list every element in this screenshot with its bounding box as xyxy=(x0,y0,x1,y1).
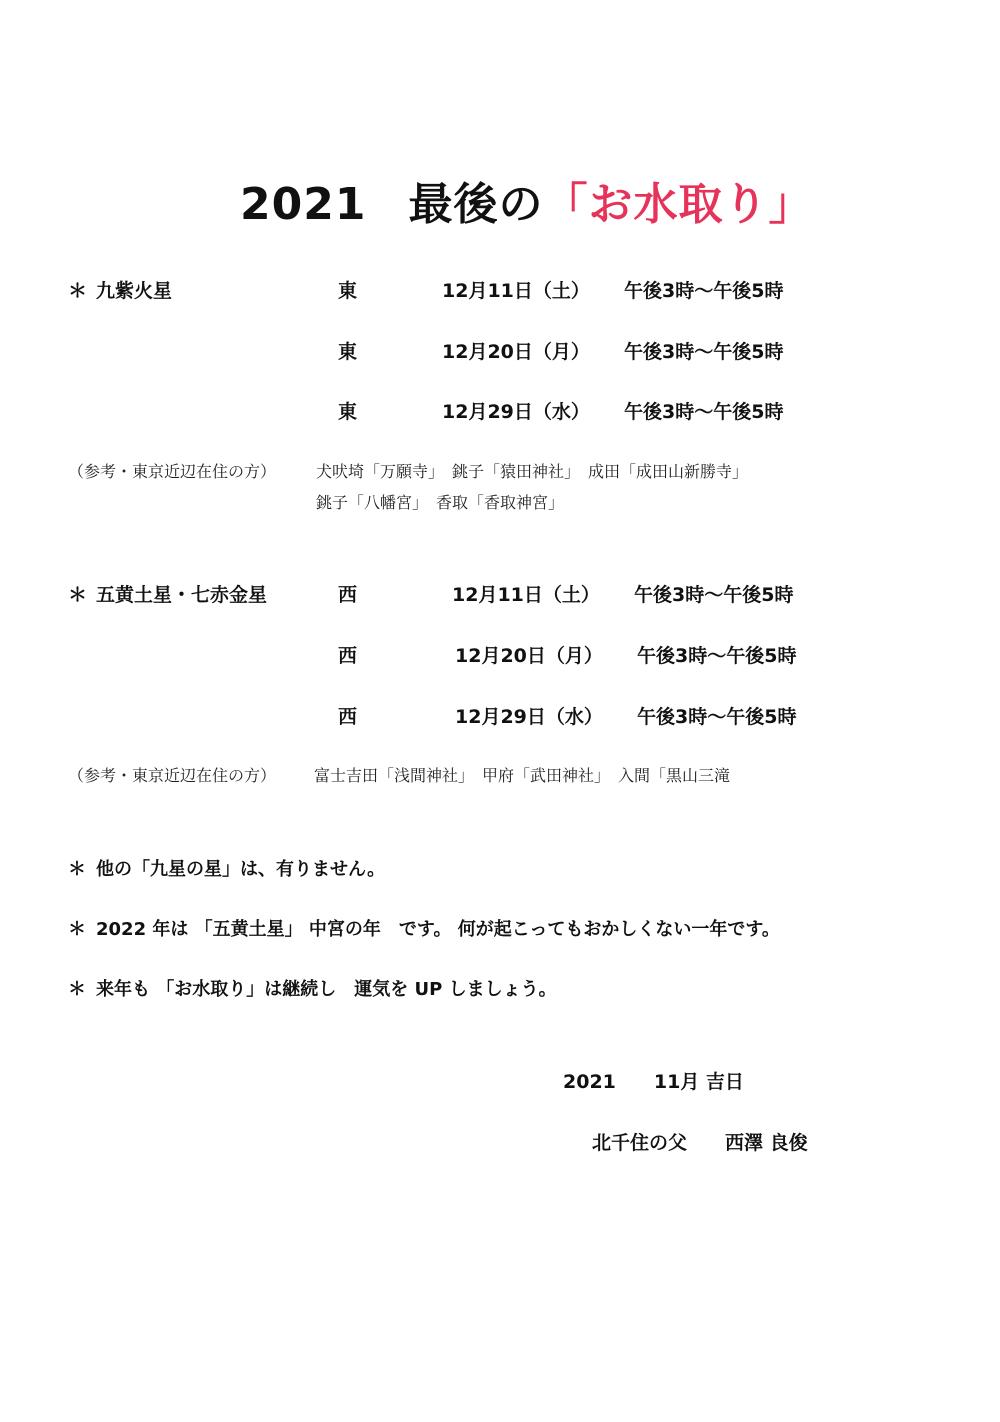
note-text: 2022 年は 「五黄土星」 中宮の年 です。 何が起こってもおかしくない一年です。 xyxy=(96,919,780,940)
note-2 xyxy=(68,915,780,941)
date: 12月29日（水） xyxy=(442,401,590,423)
signature-date: 2021 11月 吉日 xyxy=(563,1071,744,1093)
time: 午後3時～午後5時 xyxy=(637,706,797,728)
date: 12月11日（土） xyxy=(452,584,600,606)
signature-author: 北千住の父 西澤 良俊 xyxy=(592,1132,808,1154)
note-bullet: ＊ xyxy=(68,919,86,940)
date: 12月20日（月） xyxy=(455,645,603,667)
note-bullet: ＊ xyxy=(68,859,86,880)
title-year: 2021 xyxy=(240,179,367,230)
direction: 西 xyxy=(338,584,358,606)
section2-ref-line1: 富士吉田「浅間神社」 甲府「武田神社」 入間「黒山三滝 xyxy=(314,766,731,785)
direction: 東 xyxy=(338,280,358,302)
date: 12月20日（月） xyxy=(442,341,590,363)
section1-ref-line1: 犬吠埼「万願寺」 銚子「猿田神社」 成田「成田山新勝寺」 xyxy=(316,462,749,481)
title-main: 最後の xyxy=(408,179,544,230)
date: 12月11日（土） xyxy=(442,280,590,302)
note-1 xyxy=(68,855,385,881)
time: 午後3時～午後5時 xyxy=(637,645,797,667)
section1-bullet: ＊ xyxy=(68,280,88,302)
note-text: 他の「九星の星」は、有りません。 xyxy=(96,859,386,880)
page-title xyxy=(240,168,813,232)
note-bullet: ＊ xyxy=(68,979,86,1000)
time: 午後3時～午後5時 xyxy=(624,341,784,363)
section1-ref-line2: 銚子「八幡宮」 香取「香取神宮」 xyxy=(316,493,565,512)
direction: 東 xyxy=(338,341,358,363)
time: 午後3時～午後5時 xyxy=(634,584,794,606)
section1-ref-label: （参考・東京近辺在住の方） xyxy=(68,462,277,481)
title-highlight: 「お水取り」 xyxy=(543,179,814,230)
direction: 西 xyxy=(338,645,358,667)
date: 12月29日（水） xyxy=(455,706,603,728)
direction: 西 xyxy=(338,706,358,728)
section1-label: 九紫火星 xyxy=(96,280,173,302)
section2-bullet: ＊ xyxy=(68,584,88,606)
direction: 東 xyxy=(338,401,358,423)
note-text: 来年も 「お水取り」は継続し 運気を UP しましょう。 xyxy=(96,979,557,1000)
time: 午後3時～午後5時 xyxy=(624,280,784,302)
section2-ref-label: （参考・東京近辺在住の方） xyxy=(68,766,277,785)
section2-label: 五黄土星・七赤金星 xyxy=(96,584,268,606)
time: 午後3時～午後5時 xyxy=(624,401,784,423)
note-3 xyxy=(68,975,557,1001)
